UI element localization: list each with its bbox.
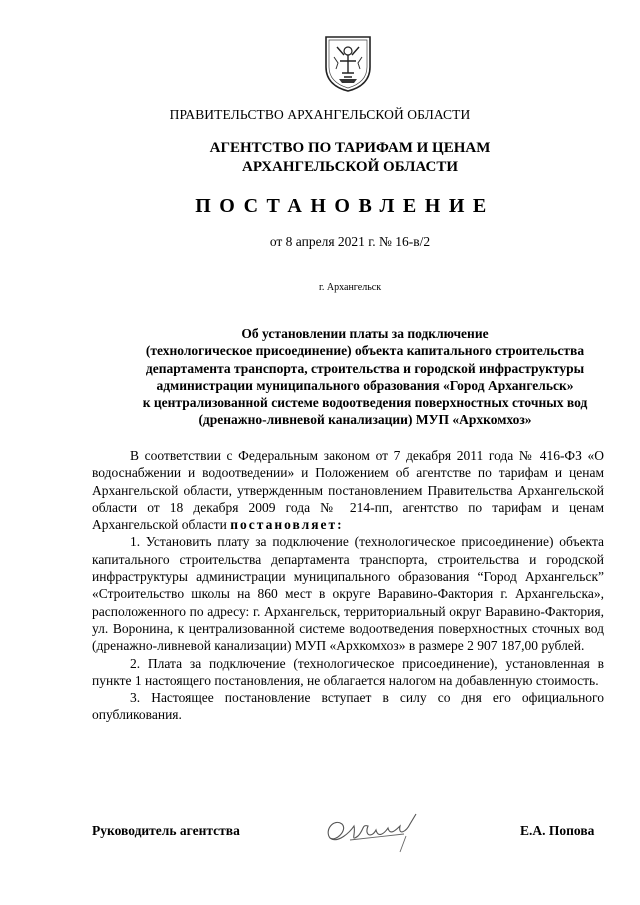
preamble-text: В соответствии с Федеральным законом от 7 декабря 2011 года № 416-ФЗ «О водоснабжении и водоотведении» и Положением об агентстве по тарифам и ценам Архангельской области, утвержденным постановлением Правительства Архангельской области от 18 декабря 2009 года № 214-пп, агентство по тарифам и ценам Архангельской области	[92, 448, 604, 533]
agency-name-line1: АГЕНТСТВО ПО ТАРИФАМ И ЦЕНАМ	[209, 140, 491, 156]
document-body	[92, 447, 604, 724]
title-line2: (технологическое присоединение) объекта капитального строительства	[145, 343, 585, 359]
document-type: ПОСТАНОВЛЕНИЕ	[195, 195, 495, 217]
title-line3: департамента транспорта, строительства и городской инфраструктуры	[145, 360, 585, 376]
title-line4: администрации муниципального образования «Город Архангельск»	[156, 377, 574, 393]
title-line1: Об установлении платы за подключение	[241, 326, 489, 341]
document-title	[100, 325, 630, 429]
agency-name	[30, 139, 640, 177]
signatory-name: Е.А. Попова	[520, 823, 595, 838]
government-name: ПРАВИТЕЛЬСТВО АРХАНГЕЛЬСКОЙ ОБЛАСТИ	[169, 107, 471, 122]
title-line5: к централизованной системе водоотведения поверхностных сточных вод	[142, 395, 588, 411]
resolves-word: постановляет:	[230, 517, 344, 533]
signature-icon	[320, 808, 425, 856]
item-2: 2. Плата за подключение (технологическое присоединение), установленная в пункте 1 настоящего постановления, не облагается налогом на добавленную стоимость.	[92, 655, 604, 688]
coat-of-arms-icon	[322, 33, 374, 93]
city: г. Архангельск	[318, 282, 382, 293]
item-3: 3. Настоящее постановление вступает в силу со дня его официального опубликования.	[92, 690, 604, 723]
signatory-position: Руководитель агентства	[92, 823, 240, 838]
preamble-paragraph	[92, 447, 604, 533]
title-line6: (дренажно-ливневой канализации) МУП «Архкомхоз»	[198, 412, 532, 428]
item-1: 1. Установить плату за подключение (технологическое присоединение) объекта капитального строительства департамента транспорта, строительства и городской инфраструктуры администрации муниципального образования “Город Архангельск” «Строительство школы на 860 мест в округе Варавино-Фактория г. Архангельска», расположенного по адресу: г. Архангельск, территориальный округ Варавино-Фактория, ул. Воронина, к централизованной системе водоотведения поверхностных сточных вод (дренажно-ливневой канализации) МУП «Архкомхоз» в размере 2 907 187,00 рублей.	[92, 534, 604, 654]
date-and-number: от 8 апреля 2021 г. № 16-в/2	[269, 234, 431, 249]
agency-name-line2: АРХАНГЕЛЬСКОЙ ОБЛАСТИ	[242, 159, 458, 175]
